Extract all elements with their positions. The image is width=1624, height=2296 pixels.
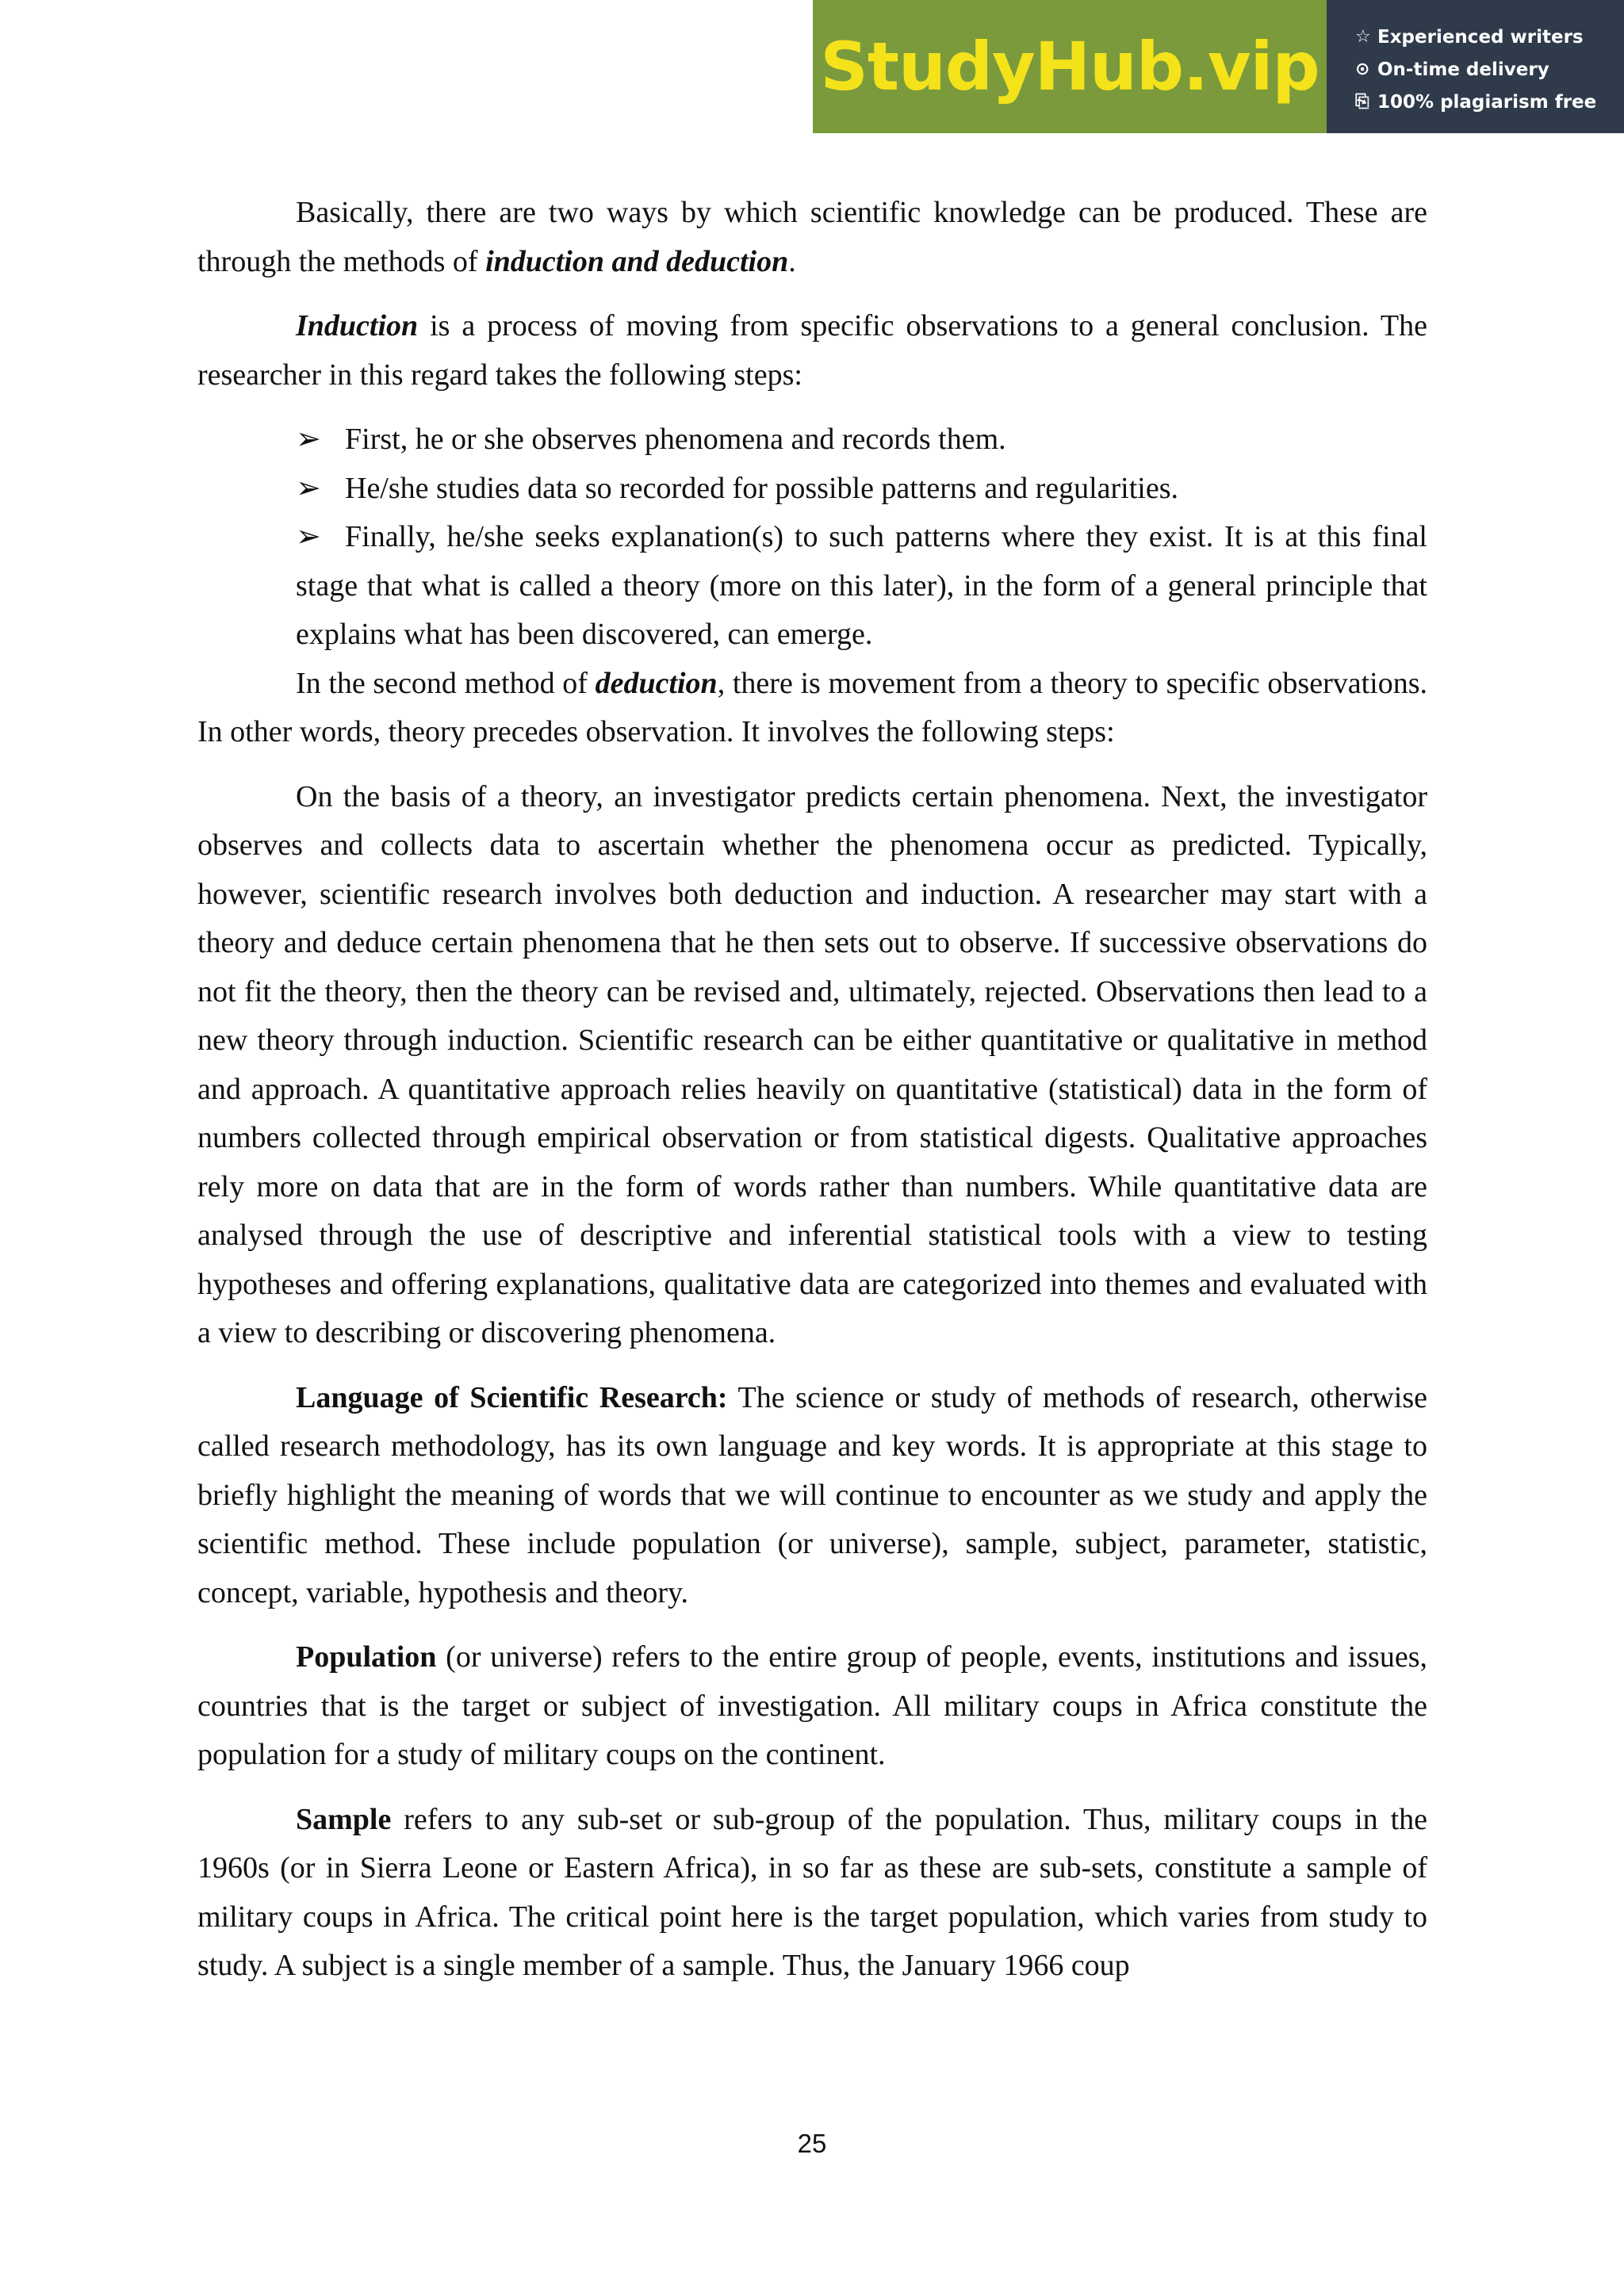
paragraph-intro: Basically, there are two ways by which scientific knowledge can be produced. These are through the methods of induction and deduction. [197, 196, 1427, 278]
term-induction: Induction [296, 309, 419, 342]
feature-experienced-writers [1355, 21, 1624, 53]
page-number: 25 [797, 2129, 827, 2158]
banner-features [1327, 0, 1624, 133]
feature-label: 100% plagiarism free [1377, 91, 1597, 113]
feature-label: On-time delivery [1377, 59, 1549, 80]
term-language: Language of Scientific Research: [296, 1380, 728, 1414]
studyhub-banner[interactable] [813, 0, 1624, 133]
studyhub-logo[interactable] [813, 0, 1327, 133]
term-sample: Sample [296, 1802, 392, 1836]
clock-icon: ⊙ [1355, 59, 1370, 79]
term-population: Population [296, 1640, 437, 1674]
document-check-icon: ⎘ [1355, 92, 1369, 112]
arrow-bullet-icon: ➢ [296, 423, 321, 456]
paragraph-language: Language of Scientific Research: The science or study of methods of research, otherwise called research methodology, has its own language and key words. It is appropriate at this stage to briefly highlight the meaning of words that we will continue to encounter as we study and apply the scientific method. These include population (or universe), sample, subject, parameter, statistic, concept, variable, hypothesis and theory. [197, 1380, 1428, 1609]
term-deduction: deduction [595, 666, 718, 700]
star-icon: ☆ [1355, 27, 1371, 47]
paragraph-induction: Induction is a process of moving from specific observations to a general conclusion. The researcher in this regard takes the following steps: [197, 309, 1427, 392]
document-page [197, 189, 1427, 1991]
arrow-bullet-icon: ➢ [296, 520, 321, 553]
list-item: ➢ He/she studies data so recorded for possible patterns and regularities. [296, 465, 1427, 514]
list-item: ➢ First, he or she observes phenomena and records them. [296, 415, 1427, 465]
arrow-bullet-icon: ➢ [296, 471, 321, 505]
logo-text: StudyHub.vip [820, 28, 1320, 105]
list-item: ➢ Finally, he/she seeks explanation(s) to such patterns where they exist. It is at this final stage that what is called a theory (more on this later), in the form of a general principle that explains what has been discovered, can emerge. [296, 513, 1427, 660]
feature-on-time-delivery [1355, 53, 1624, 86]
feature-plagiarism-free [1355, 86, 1624, 118]
paragraph-population: Population (or universe) refers to the entire group of people, events, institutions and issues, countries that is the target or subject of investigation. All military coups in Africa constitute the population for a study of military coups on the continent. [197, 1640, 1427, 1771]
induction-steps-list [197, 415, 1427, 660]
paragraph-research-approaches: On the basis of a theory, an investigator predicts certain phenomena. Next, the investigator observes and collects data to ascertain whether the phenomena occur as predicted. Typically, however, scientific research involves both deduction and induction. A researcher may start with a theory and deduce certain phenomena that he then sets out to observe. If successive observations do not fit the theory, then the theory can be revised and, ultimately, rejected. Observations then lead to a new theory through induction. Scientific research can be either quantitative or qualitative in method and approach. A quantitative approach relies heavily on quantitative (statistical) data in the form of numbers collected through empirical observation or from statistical digests. Qualitative approaches rely more on data that are in the form of words rather than numbers. While quantitative data are analysed through the use of descriptive and inferential statistical tools with a view to testing hypotheses and offering explanations, qualitative data are categorized into themes and evaluated with a view to describing or discovering phenomena. [197, 779, 1427, 1349]
emphasis: induction and deduction [485, 244, 789, 278]
feature-label: Experienced writers [1377, 26, 1584, 48]
paragraph-deduction: In the second method of deduction, there is movement from a theory to specific observations. In other words, theory precedes observation. It involves the following steps: [197, 666, 1427, 748]
paragraph-sample: Sample refers to any sub-set or sub-group of the population. Thus, military coups in the 1960s (or in Sierra Leone or Eastern Africa), in so far as these are sub-sets, constitute a sample of military coups in Africa. The critical point here is the target population, which varies from study to study. A subject is a single member of a sample. Thus, the January 1966 coup [197, 1802, 1427, 1982]
